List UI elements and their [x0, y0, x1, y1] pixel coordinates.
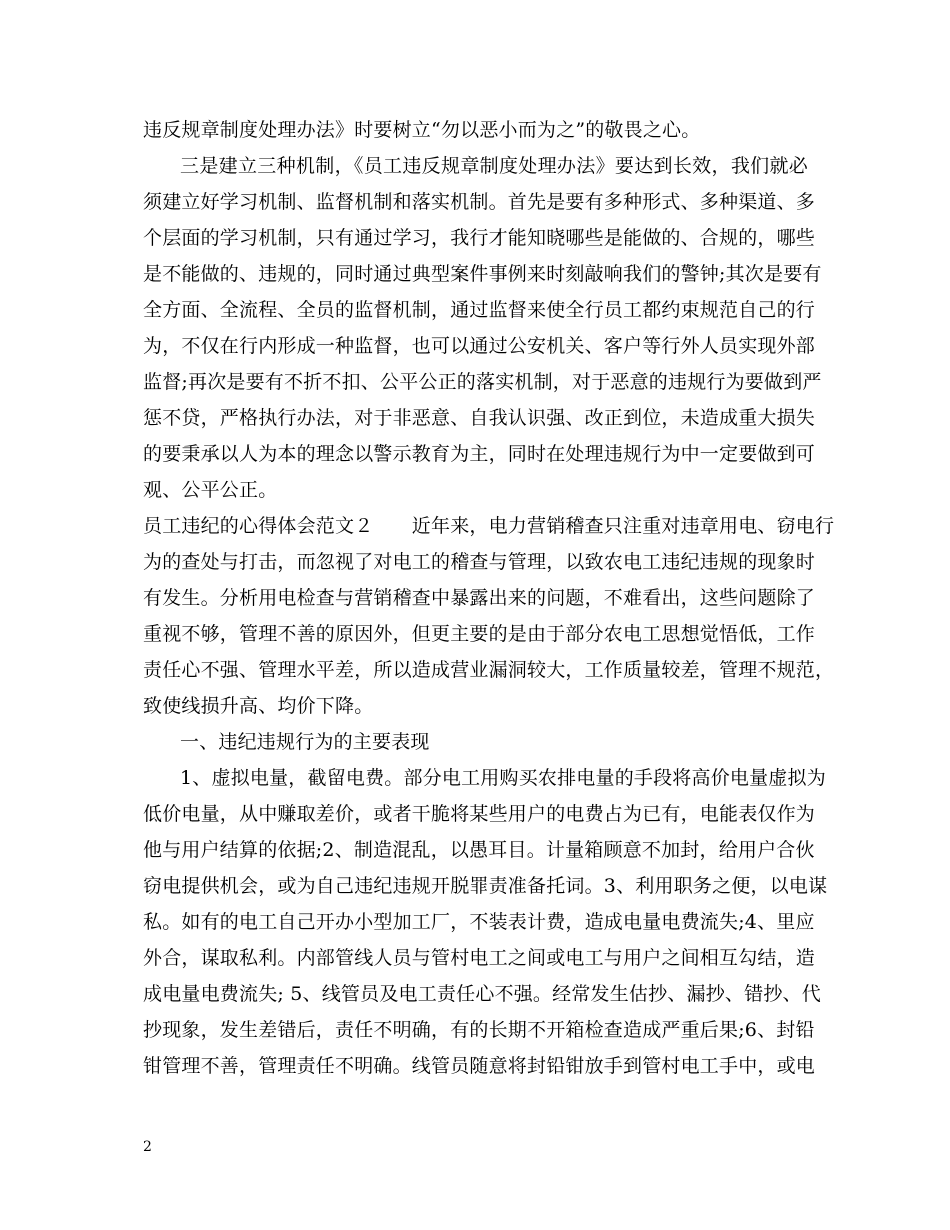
- text-line: 外合，谋取私利。内部管线人员与管村电工之间或电工与用户之间相互勾结，造: [143, 947, 816, 969]
- text-line: 惩不贷，严格执行办法，对于非恶意、自我认识强、改正到位，未造成重大损失: [143, 407, 816, 429]
- text-line: 观、公平公正。: [143, 479, 278, 501]
- section-heading: 一、违纪违规行为的主要表现: [180, 731, 430, 753]
- text-line: 三是建立三种机制，《员工违反规章制度处理办法》要达到长效，我们就必: [180, 155, 808, 177]
- text-line: 成电量电费流失; 5、线管员及电工责任心不强。经常发生估抄、漏抄、错抄、代: [143, 983, 821, 1005]
- page-number: 2: [143, 1139, 152, 1155]
- text-line: 须建立好学习机制、监督机制和落实机制。首先是要有多种形式、多种渠道、多: [143, 191, 816, 213]
- text-line: 致使线损升高、均价下降。: [143, 695, 374, 717]
- text-line: 监督;再次是要有不折不扣、公平公正的落实机制，对于恶意的违规行为要做到严: [143, 371, 822, 393]
- text-line: 员工违纪的心得体会范文２ 近年来，电力营销稽查只注重对违章用电、窃电行: [143, 515, 835, 537]
- text-line: 1、虚拟电量，截留电费。部分电工用购买农排电量的手段将高价电量虚拟为: [180, 767, 826, 789]
- text-line: 私。如有的电工自己开办小型加工厂，不装表计费，造成电量电费流失;4、里应: [143, 911, 815, 933]
- text-line: 责任心不强、管理水平差，所以造成营业漏洞较大，工作质量较差，管理不规范，: [143, 659, 835, 681]
- text-line: 窃电提供机会，或为自己违纪违规开脱罪责准备托词。3、利用职务之便，以电谋: [143, 875, 828, 897]
- text-line: 为，不仅在行内形成一种监督，也可以通过公安机关、客户等行外人员实现外部: [143, 335, 816, 357]
- text-line: 的要秉承以人为本的理念以警示教育为主，同时在处理违规行为中一定要做到可: [143, 443, 816, 465]
- text-line: 钳管理不善，管理责任不明确。线管员随意将封铅钳放手到管村电工手中，或电: [143, 1055, 816, 1077]
- text-line: 为的查处与打击，而忽视了对电工的稽查与管理，以致农电工违纪违规的现象时: [143, 551, 816, 573]
- text-line: 全方面、全流程、全员的监督机制，通过监督来使全行员工都约束规范自己的行: [143, 299, 816, 321]
- text-line: 抄现象，发生差错后，责任不明确，有的长期不开箱检查造成严重后果;6、封铅: [143, 1019, 815, 1041]
- text-line: 他与用户结算的依据;2、制造混乱，以愚耳目。计量箱顾意不加封，给用户合伙: [143, 839, 815, 861]
- text-line: 是不能做的、违规的，同时通过典型案件事例来时刻敲响我们的警钟;其次是要有: [143, 263, 822, 285]
- text-line: 有发生。分析用电检查与营销稽查中暴露出来的问题，不难看出，这些问题除了: [143, 587, 816, 609]
- text-line: 重视不够，管理不善的原因外，但更主要的是由于部分农电工思想觉悟低，工作: [143, 623, 816, 645]
- text-line: 个层面的学习机制，只有通过学习，我行才能知晓哪些是能做的、合规的，哪些: [143, 227, 816, 249]
- text-line: 低价电量，从中赚取差价，或者干脆将某些用户的电费占为已有，电能表仅作为: [143, 803, 816, 825]
- text-line: 违反规章制度处理办法》时要树立“勿以恶小而为之”的敬畏之心。: [143, 119, 701, 141]
